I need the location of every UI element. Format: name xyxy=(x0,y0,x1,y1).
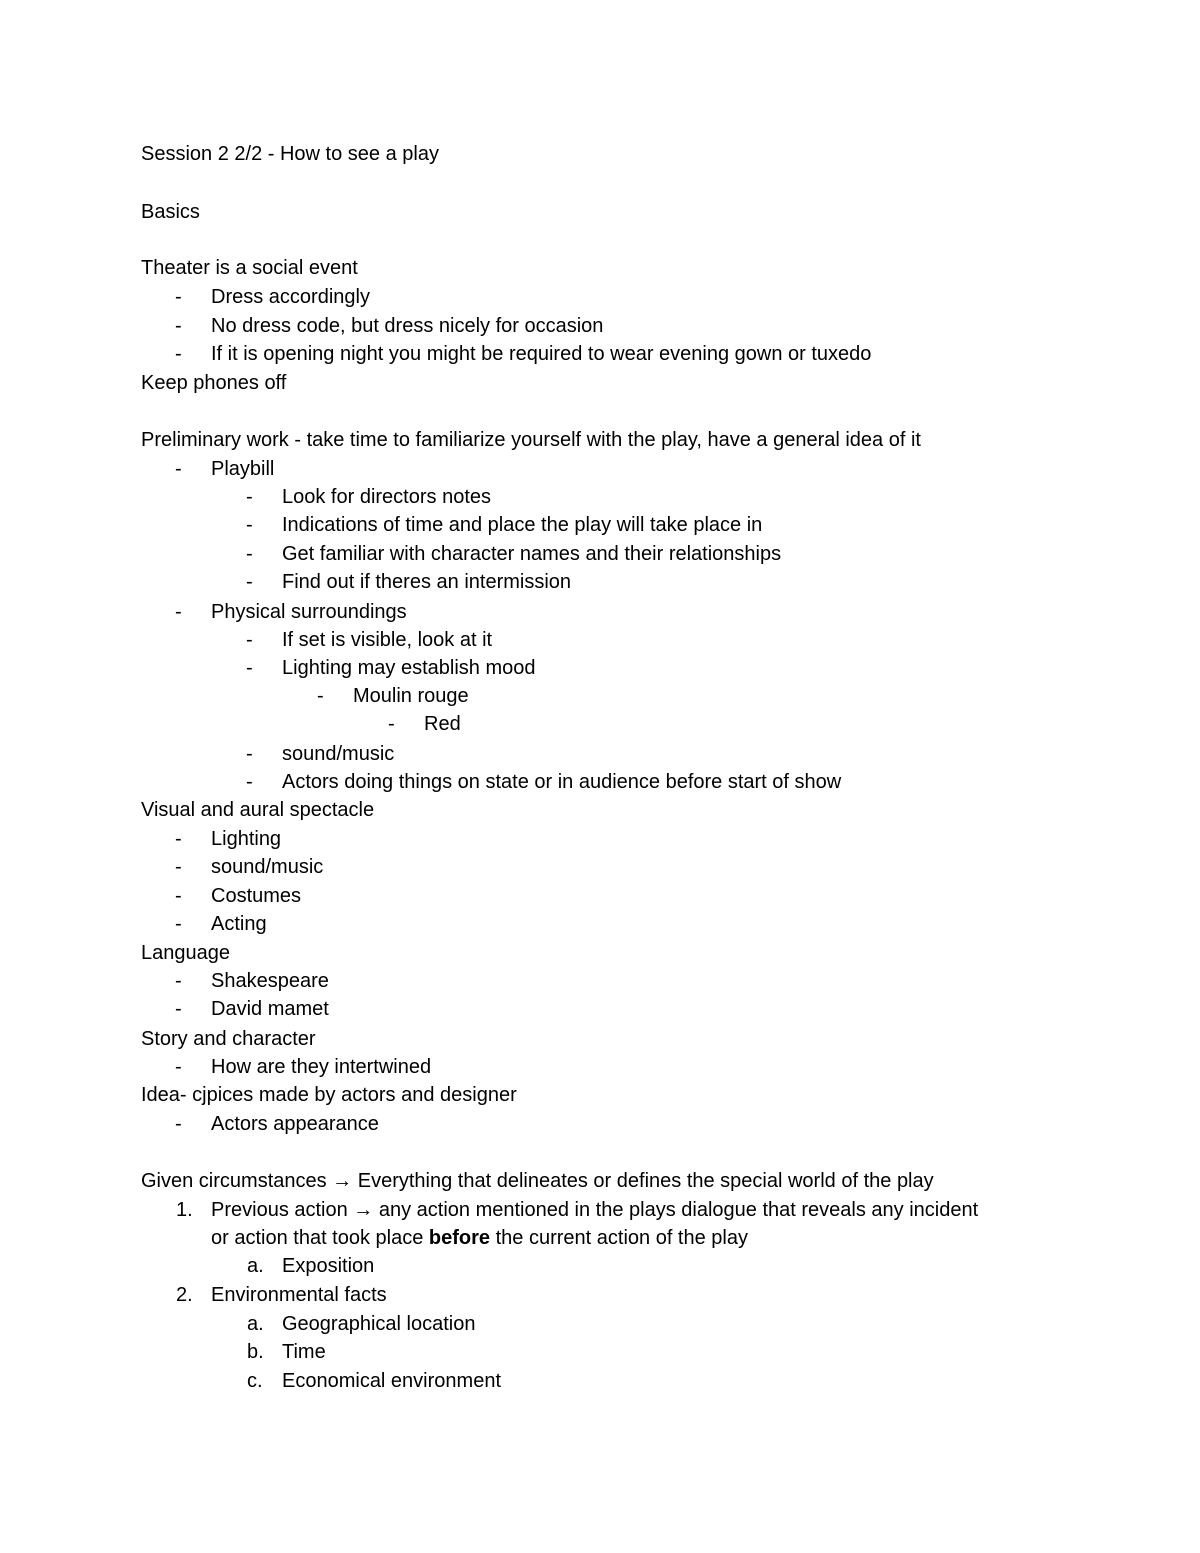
document-page: Session 2 2/2 - How to see a play Basics Theater is a social event - Dress accordingly - No dress code, but dress nicely for occasion - If it is opening night you might be required to wear evening gown or tuxedo Keep phones off Preliminary work - take time to familiarize yourself with the play, have a general idea of it - Playbill - Look for directors notes - Indications of time and place the play will take place in - Get familiar with character names and their relationships - Find out if theres an intermission - Physical surroundings - If set is visible, look at it - Lighting may establish mood - Moulin rouge - Red - sound/music - Actors doing things on state or in audience before start of show Visual and aural spectacle - Lighting - sound/music - Costumes - Acting Language - Shakespeare - David mamet Story and character - How are they intertwined Idea- cjpices made by actors and designer - Actors appearance Given circumstances → Everything that delineates or defines the special world of the play 1. Previous action → any action mentioned in the plays dialogue that reveals any incident or action that took place before the current action of the play a. Exposition 2. Environmental facts a. Geographical location b. Time c. Economical environment xyxy=(141,143,979,1392)
continuation-text: or action that took place before the current action of the play xyxy=(211,1227,748,1249)
emphasis-before: before xyxy=(428,1227,491,1249)
